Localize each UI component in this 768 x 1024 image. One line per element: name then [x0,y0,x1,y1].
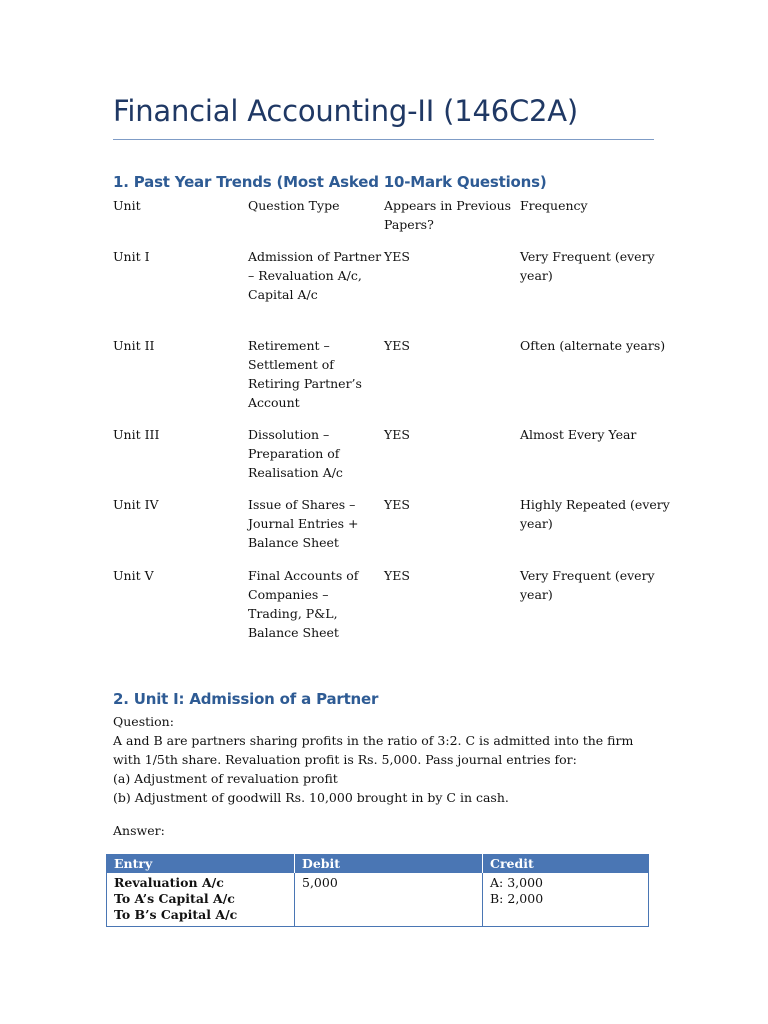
table-row [113,495,673,566]
answer-table-header-row [107,855,649,874]
trends-table [113,196,673,655]
cell-appears: YES [384,497,410,512]
cell-debit: 5,000 [295,873,483,927]
cell-appears: YES [384,338,410,353]
table-row [113,425,673,495]
title-underline [113,139,654,140]
column-header-debit: Debit [295,855,483,874]
cell-frequency: Very Frequent (every year) [520,249,655,283]
cell-entry [107,873,295,927]
table-row [107,873,649,927]
cell-appears: YES [384,568,410,583]
cell-question-type: Retirement – Settlement of Retiring Partner’s Account [248,338,362,410]
cell-frequency: Often (alternate years) [520,338,666,353]
section-1-heading: 1. Past Year Trends (Most Asked 10-Mark Questions) [113,173,547,191]
cell-unit: Unit II [113,338,155,353]
answer-label: Answer: [113,823,165,838]
credit-line: A: 3,000 [490,875,543,890]
column-header-frequency: Frequency [520,198,588,213]
entry-line: To A’s Capital A/c [114,891,235,906]
cell-unit: Unit I [113,249,150,264]
column-header-credit: Credit [483,855,649,874]
cell-unit: Unit IV [113,497,159,512]
cell-question-type: Dissolution – Preparation of Realisation A/c [248,427,343,480]
table-row [113,336,673,425]
cell-question-type: Admission of Partner – Revaluation A/c, Capital A/c [248,249,382,302]
table-row [113,247,673,336]
credit-line: B: 2,000 [490,891,544,906]
column-header-unit: Unit [113,198,141,213]
cell-frequency: Highly Repeated (every year) [520,497,670,531]
question-block [113,712,653,807]
entry-line: To B’s Capital A/c [114,907,238,922]
question-text: A and B are partners sharing profits in the ratio of 3:2. C is admitted into the firm with 1/5th share. Revaluation profit is Rs. 5,000. Pass journal entries for: [113,733,634,767]
cell-question-type: Issue of Shares – Journal Entries + Balance Sheet [248,497,359,550]
cell-unit: Unit III [113,427,160,442]
column-header-question-type: Question Type [248,198,340,213]
table-row [113,566,673,655]
cell-appears: YES [384,249,410,264]
section-2-heading: 2. Unit I: Admission of a Partner [113,690,379,708]
cell-appears: YES [384,427,410,442]
column-header-appears: Appears in Previous Papers? [384,198,512,232]
document-title: Financial Accounting-II (146C2A) [113,94,579,128]
question-item-b: (b) Adjustment of goodwill Rs. 10,000 brought in by C in cash. [113,790,509,805]
cell-frequency: Almost Every Year [520,427,637,442]
question-label: Question: [113,714,174,729]
answer-journal-table [106,854,649,927]
cell-unit: Unit V [113,568,154,583]
entry-line: Revaluation A/c [114,875,224,890]
question-item-a: (a) Adjustment of revaluation profit [113,771,338,786]
cell-credit [483,873,649,927]
trends-table-header-row [113,196,673,247]
cell-question-type: Final Accounts of Companies – Trading, P&L, Balance Sheet [248,568,359,640]
column-header-entry: Entry [107,855,295,874]
cell-frequency: Very Frequent (every year) [520,568,655,602]
